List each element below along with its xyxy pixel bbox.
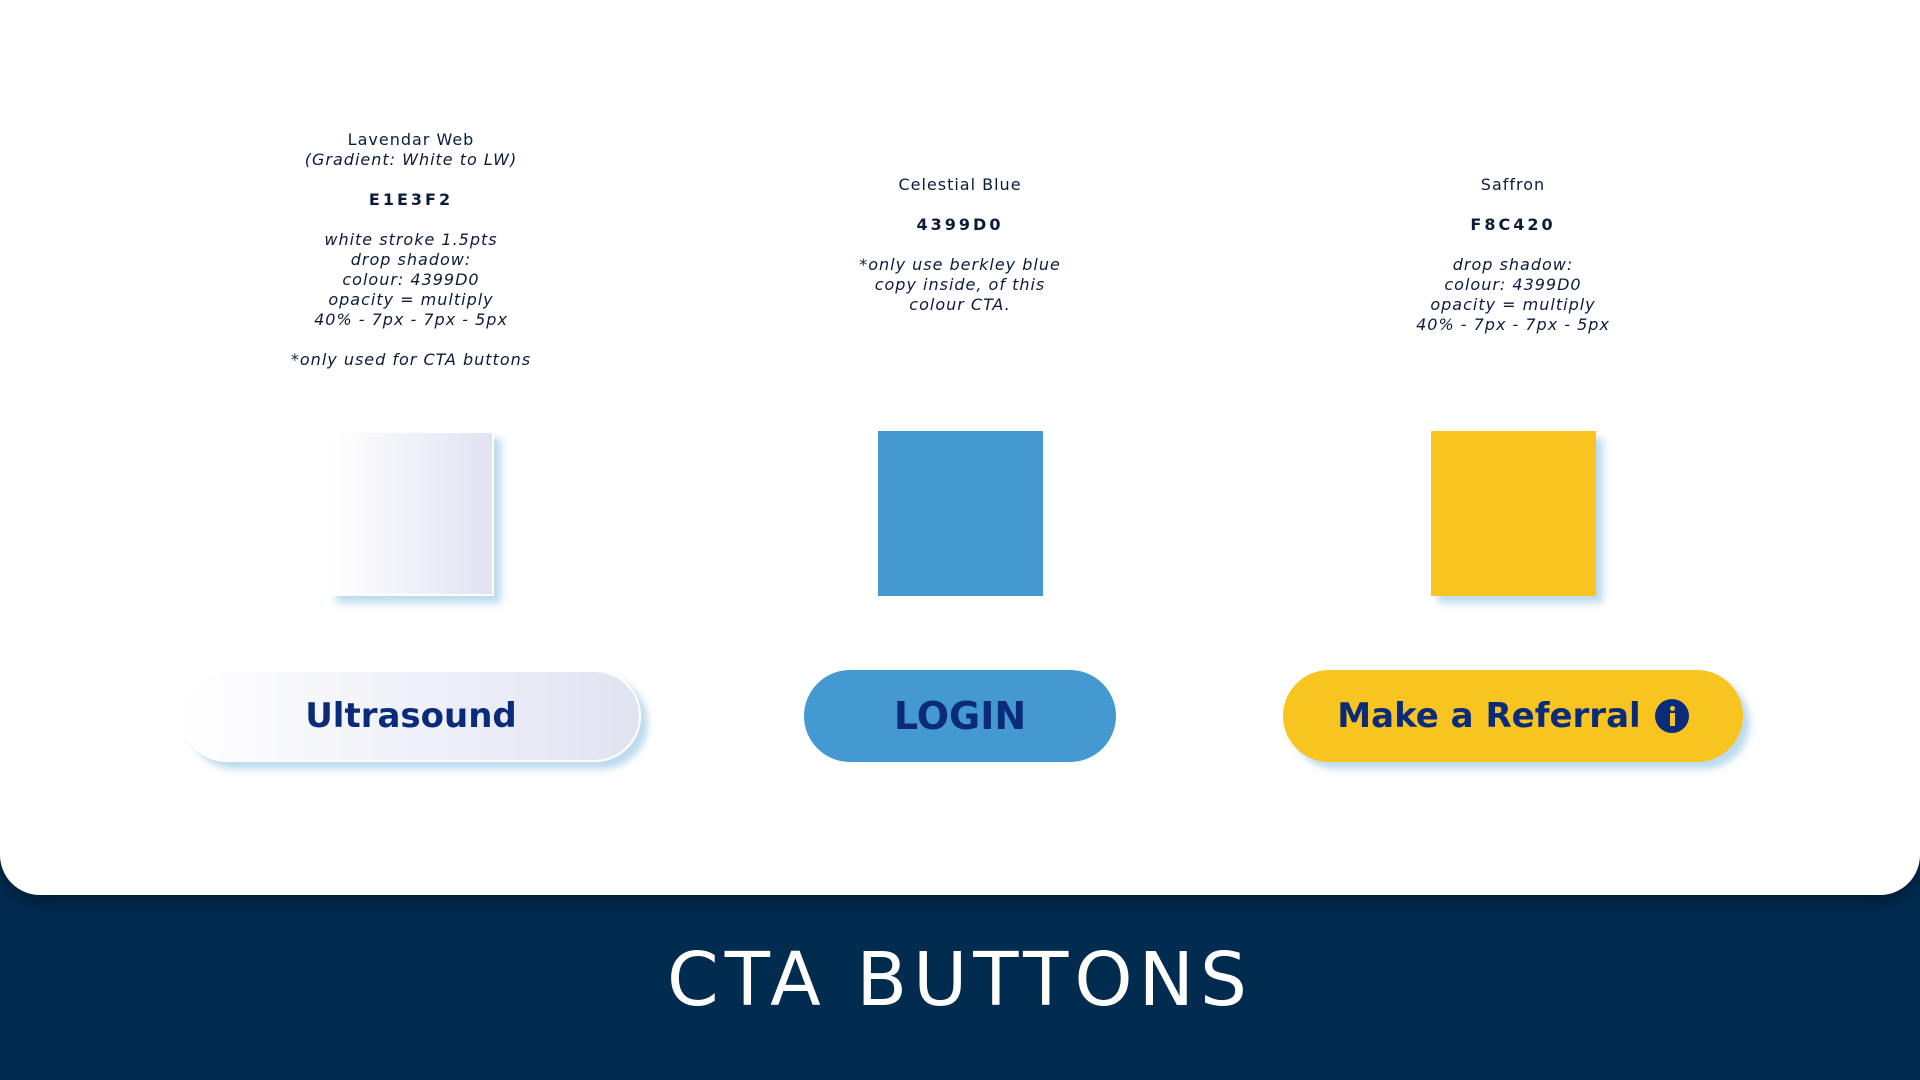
- color-column-saffron: [1233, 0, 1793, 895]
- color-swatch-lavendar-web: [329, 431, 494, 596]
- color-subtitle: (Gradient: White to LW): [304, 150, 518, 169]
- color-hex: F8C420: [1470, 215, 1556, 234]
- color-notes: *only use berkley blue copy inside, of this colour CTA.: [859, 255, 1061, 314]
- color-notes: drop shadow: colour: 4399D0 opacity = multiply 40% - 7px - 7px - 5px: [1416, 255, 1610, 334]
- color-spec: [680, 175, 1240, 315]
- button-label: Ultrasound: [305, 696, 517, 736]
- page-title: CTA BUTTONS: [667, 937, 1253, 1023]
- color-name: Saffron: [1480, 175, 1546, 194]
- color-notes: white stroke 1.5pts drop shadow: colour: 4399D0 opacity = multiply 40% - 7px - 7px - 5px: [314, 230, 508, 329]
- color-spec: [1233, 175, 1793, 335]
- color-hex: 4399D0: [916, 215, 1004, 234]
- color-column-celestial-blue: [680, 0, 1240, 895]
- color-extra-note: *only used for CTA buttons: [290, 350, 532, 369]
- color-name: Lavendar Web: [347, 130, 475, 149]
- login-button[interactable]: [804, 670, 1116, 762]
- color-name: Celestial Blue: [898, 175, 1022, 194]
- info-icon: [1655, 699, 1689, 733]
- color-spec: [131, 130, 691, 370]
- color-column-lavendar-web: [131, 0, 691, 895]
- color-swatch-saffron: [1431, 431, 1596, 596]
- ultrasound-button[interactable]: [181, 670, 641, 762]
- color-swatch-celestial-blue: [878, 431, 1043, 596]
- button-label: LOGIN: [893, 694, 1027, 738]
- button-label: Make a Referral: [1337, 696, 1641, 736]
- make-a-referral-button[interactable]: [1283, 670, 1743, 762]
- color-hex: E1E3F2: [368, 190, 454, 209]
